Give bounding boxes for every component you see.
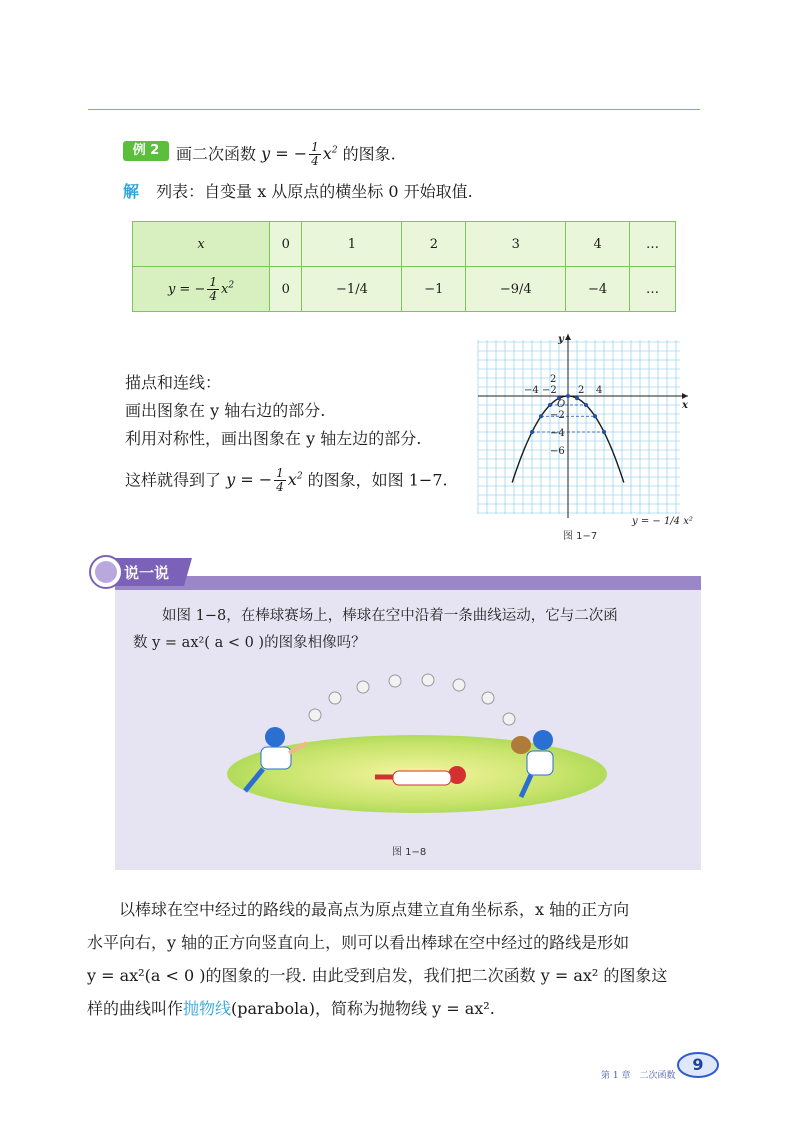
data-point — [593, 414, 597, 418]
talk-text — [133, 603, 683, 657]
baseball-illustration — [225, 665, 565, 805]
term-parabola: 抛物线 — [183, 999, 232, 1018]
example-formula: y = − $\frac{1}{4}$ $x^2$ — [261, 140, 338, 169]
para-line-4 — [87, 992, 707, 1025]
example-title-pre: 画二次函数 — [176, 144, 257, 164]
x-tick-label: −4 — [524, 385, 539, 396]
figure-1-7-caption: 图 1−7 — [563, 531, 598, 542]
table-header-x: x — [133, 222, 270, 267]
talk-line-2: 数 y = ax²( a < 0 )的图象相像吗？ — [133, 635, 366, 651]
table-row-y — [133, 267, 676, 312]
step-line-4-post: 的图象，如图 1−7. — [307, 470, 448, 490]
data-point — [566, 394, 570, 398]
talk-badge-label: 说一说 — [124, 564, 170, 582]
table-cell: −1 — [402, 267, 466, 312]
y-tick-label: −6 — [550, 446, 565, 457]
para-line-4-post: (parabola)，简称为抛物线 y = ax². — [231, 999, 495, 1018]
table-cell-fraction: −9/4 — [499, 281, 532, 297]
solution-line — [123, 181, 473, 203]
body-paragraph — [87, 893, 707, 1025]
player-middle — [375, 766, 466, 785]
table-cell: 2 — [402, 222, 466, 267]
baseball-trajectory — [309, 674, 515, 725]
data-point — [584, 403, 588, 407]
chart-axes — [478, 334, 688, 518]
data-point — [548, 403, 552, 407]
y-axis-arrow — [565, 334, 571, 340]
origin-label: O — [557, 399, 566, 410]
step-line-1: 描点和连线： — [125, 373, 222, 392]
speech-bubble-icon — [95, 561, 117, 583]
table-cell: 1 — [302, 222, 402, 267]
example-title-post: 的图象. — [342, 144, 396, 164]
step-line-4-pre: 这样就得到了 — [125, 470, 222, 490]
y-tick-label: −2 — [550, 410, 565, 421]
data-point — [539, 414, 543, 418]
footer-chapter: 第 1 章 二次函数 — [601, 1071, 676, 1081]
x-tick-label: 2 — [578, 385, 585, 396]
player-left — [245, 727, 307, 791]
table-cell — [302, 267, 402, 312]
example-badge: 例 2 — [123, 141, 169, 161]
table-row-x — [133, 222, 676, 267]
para-line-1: 以棒球在空中经过的路线的最高点为原点建立直角坐标系，x 轴的正方向 — [119, 900, 630, 919]
step-line-3: 利用对称性，画出图象在 y 轴左边的部分. — [125, 429, 422, 448]
step-formula: y = − $\frac{1}{4}$ $x^2$ — [226, 466, 303, 495]
example-title — [176, 140, 396, 168]
x-axis-label: x — [682, 400, 688, 411]
y-axis-label: y — [558, 334, 564, 345]
table-cell-fraction: −1/4 — [336, 281, 368, 297]
table-cell: … — [629, 222, 675, 267]
x-tick-label: −2 — [542, 385, 557, 396]
value-table — [132, 221, 676, 312]
y-tick-label: 2 — [550, 374, 557, 385]
row-label-prefix: y = − — [167, 281, 206, 297]
parabola-chart — [474, 332, 702, 542]
step-line-4 — [125, 466, 448, 494]
figure-1-8-caption: 图 1−8 — [392, 847, 427, 858]
para-line-2: 水平向右，y 轴的正方向竖直向上，则可以看出棒球在空中经过的路线是形如 — [87, 933, 630, 952]
glove-icon — [511, 736, 531, 754]
chart-labels — [524, 334, 693, 527]
curve-label: y = − 1/4 x² — [632, 516, 693, 527]
y-tick-label: −4 — [550, 428, 565, 439]
solution-text: 列表：自变量 x 从原点的横坐标 0 开始取值. — [156, 182, 473, 201]
x-axis-arrow — [682, 393, 688, 399]
table-cell: 0 — [270, 267, 302, 312]
para-line-3: y = ax²(a < 0 )的图象的一段. 由此受到启发，我们把二次函数 y = ax² 的图象这 — [87, 966, 668, 985]
table-header-y: y = − $\frac{1}{4}$ $x^2$ — [133, 267, 270, 312]
table-cell: 4 — [566, 222, 630, 267]
table-cell: … — [629, 267, 675, 312]
table-cell: −4 — [566, 267, 630, 312]
chart-grid — [478, 340, 680, 514]
table-cell: 0 — [270, 222, 302, 267]
step-line-2: 画出图象在 y 轴右边的部分. — [125, 401, 326, 420]
data-point — [530, 430, 534, 434]
page-number: 9 — [692, 1055, 704, 1074]
header-rule — [88, 109, 700, 110]
data-point — [575, 396, 579, 400]
data-point — [602, 430, 606, 434]
table-cell: 3 — [466, 222, 566, 267]
x-tick-label: 4 — [596, 385, 603, 396]
solution-label: 解 — [123, 182, 140, 201]
talk-line-1: 如图 1−8，在棒球赛场上，棒球在空中沿着一条曲线运动，它与二次函 — [162, 608, 618, 624]
talk-header-bar — [115, 576, 701, 590]
table-cell — [466, 267, 566, 312]
para-line-4-pre: 样的曲线叫作 — [87, 999, 184, 1018]
player-right — [511, 730, 553, 797]
